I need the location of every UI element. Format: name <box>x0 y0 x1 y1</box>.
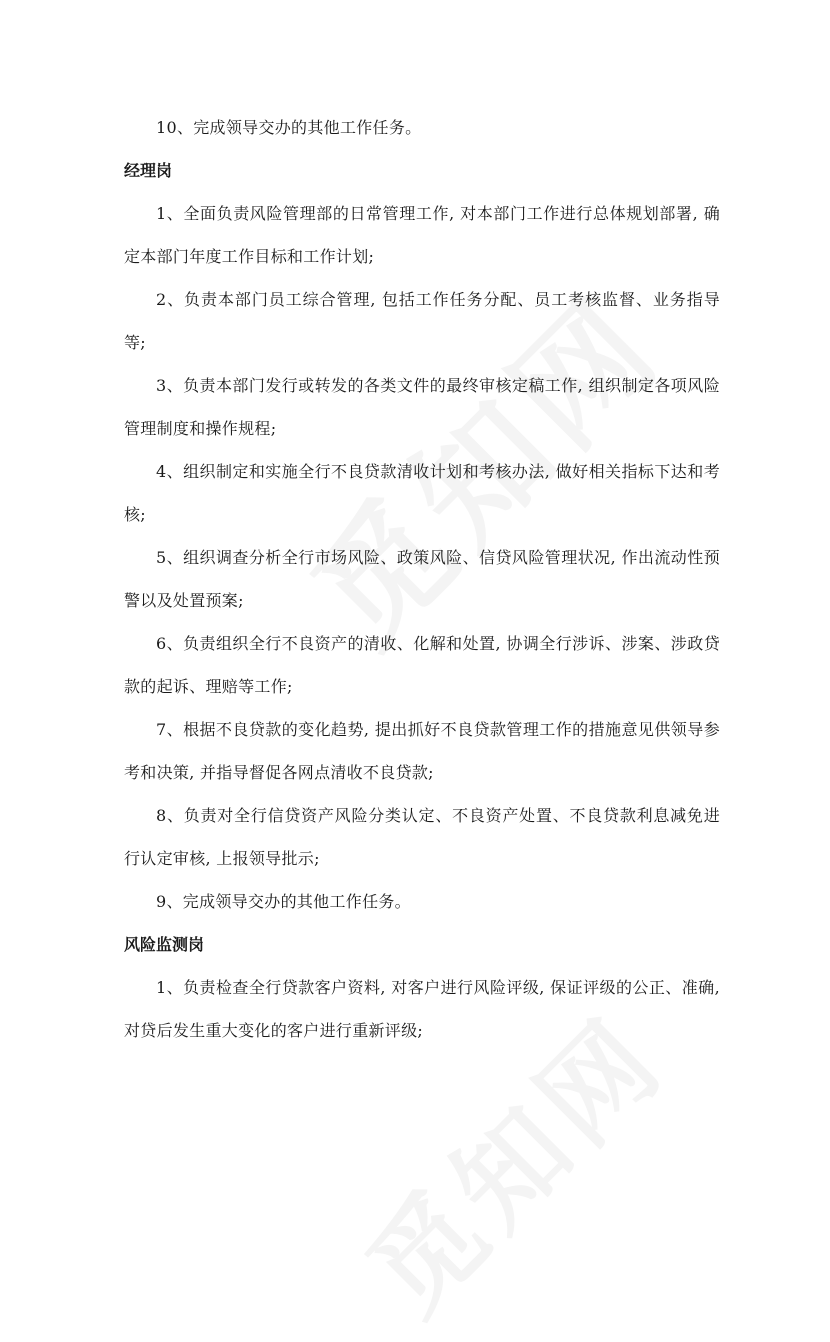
section-heading-manager: 经理岗 <box>124 161 173 180</box>
paragraph-item-8: 8、负责对全行信贷资产风险分类认定、不良资产处置、不良贷款利息减免进行认定审核, 上报领导批示; <box>124 806 720 868</box>
paragraph-item-6: 6、负责组织全行不良资产的清收、化解和处置, 协调全行涉诉、涉案、涉政贷款的起诉、理赔等工作; <box>124 634 720 696</box>
paragraph-item-5: 5、组织调查分析全行市场风险、政策风险、信贷风险管理状况, 作出流动性预警以及处置预案; <box>124 548 720 610</box>
paragraph-item-10: 10、完成领导交办的其他工作任务。 <box>156 118 422 137</box>
paragraph-item-1: 1、负责检查全行贷款客户资料, 对客户进行风险评级, 保证评级的公正、准确, 对贷后发生重大变化的客户进行重新评级; <box>124 978 720 1040</box>
section-heading-risk-monitoring: 风险监测岗 <box>124 935 205 954</box>
paragraph-item-3: 3、负责本部门发行或转发的各类文件的最终审核定稿工作, 组织制定各项风险管理制度和操作规程; <box>124 376 720 438</box>
paragraph-item-7: 7、根据不良贷款的变化趋势, 提出抓好不良贷款管理工作的措施意见供领导参考和决策, 并指导督促各网点清收不良贷款; <box>124 720 720 782</box>
document-body <box>124 106 720 1052</box>
paragraph-item-9: 9、完成领导交办的其他工作任务。 <box>156 892 411 911</box>
paragraph-item-2: 2、负责本部门员工综合管理, 包括工作任务分配、员工考核监督、业务指导等; <box>124 290 720 352</box>
paragraph-item-1: 1、全面负责风险管理部的日常管理工作, 对本部门工作进行总体规划部署, 确定本部门年度工作目标和工作计划; <box>124 204 720 266</box>
paragraph-item-4: 4、组织制定和实施全行不良贷款清收计划和考核办法, 做好相关指标下达和考核; <box>124 462 720 524</box>
